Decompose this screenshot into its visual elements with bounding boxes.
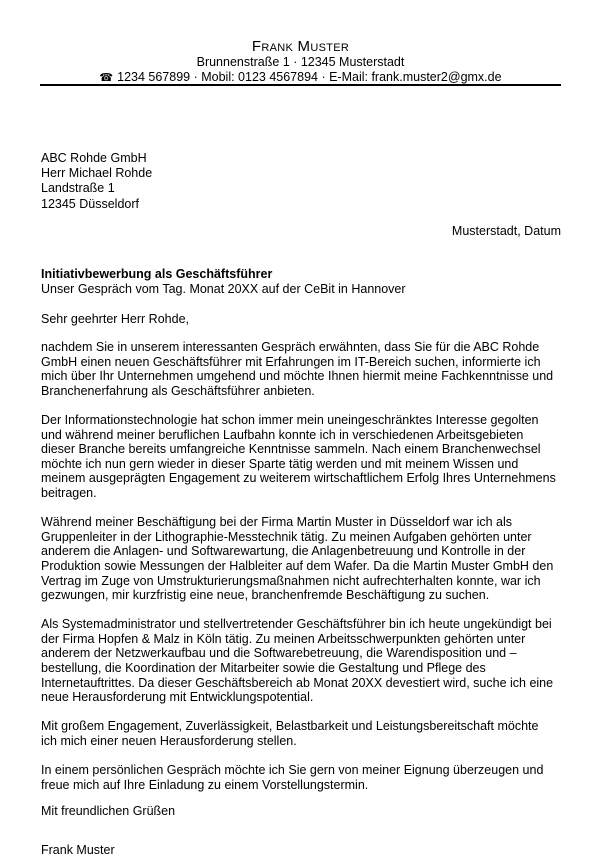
body-line: Als Systemadministrator und stellvertretender Geschäftsführer bin ich heute ungekündigt bei — [41, 617, 552, 632]
body-line: beitragen. — [41, 485, 97, 500]
recipient-street: Landstraße 1 — [41, 181, 115, 196]
letter-body — [41, 340, 563, 807]
body-paragraph — [41, 413, 563, 501]
subject-reference: Unser Gespräch vom Tag. Monat 20XX auf der CeBit in Hannover — [41, 282, 406, 297]
sender-address: Brunnenstraße 1 · 12345 Musterstadt — [196, 55, 405, 69]
closing: Mit freundlichen Grüßen — [41, 804, 176, 818]
body-line: und während meiner beruflichen Laufbahn konnte ich in verschiedenen Arbeitsgebieten — [41, 427, 524, 442]
body-line: meinem ausgeprägten Engagement zu weiterem wirtschaftlichem Erfolg Ihres Unternehmens — [41, 471, 556, 486]
sender-name: Frank Muster — [251, 38, 350, 55]
body-line: neue Herausforderung mit Entwicklungspotential. — [41, 690, 314, 705]
body-line: Der Informationstechnologie hat schon immer mein uneingeschränktes Interesse gegolten — [41, 412, 539, 427]
telephone-icon: ☎ — [99, 72, 114, 84]
recipient-person: Herr Michael Rohde — [41, 166, 153, 181]
body-line: dieser Branche bereits umfangreiche Kenntnisse sammeln. Nach einem Branchenwechsel — [41, 442, 541, 457]
body-paragraph — [41, 515, 563, 603]
body-line: anderem die Anlagen- und Softwarewartung, die Anlagenbetreuung und Kontrolle in der — [41, 544, 526, 559]
body-line: In einem persönlichen Gespräch möchte ich Sie gern von meiner Eignung überzeugen und — [41, 763, 544, 778]
sender-contact-text: 1234 567899 · Mobil: 0123 4567894 · E-Mail: frank.muster2@gmx.de — [117, 70, 502, 84]
body-line: Gruppenleiter in der Lithographie-Messtechnik tätig. Zu meinen Aufgaben gehörten unter — [41, 529, 532, 544]
body-line: ich mich einer neuen Herausforderung stellen. — [41, 734, 297, 749]
signature-name: Frank Muster — [41, 843, 115, 857]
subject-block — [41, 267, 406, 297]
body-line: möchte ich nun gern wieder in dieser Sparte tätig werden und mit meinem Wissen und — [41, 456, 519, 471]
salutation: Sehr geehrter Herr Rohde, — [41, 312, 189, 326]
body-paragraph — [41, 617, 563, 705]
body-line: GmbH einen neuen Geschäftsführer mit Erfahrungen im IT-Bereich suchen, informierte ich — [41, 354, 541, 369]
body-line: Mit großem Engagement, Zuverlässigkeit, Belastbarkeit und Leistungsbereitschaft möchte — [41, 719, 539, 734]
body-paragraph — [41, 719, 563, 748]
body-line: Produktion sowie Messungen der Halbleiter auf dem Wafer. Da die Martin Muster GmbH den — [41, 558, 554, 573]
body-paragraph — [41, 340, 563, 398]
recipient-address — [41, 151, 152, 212]
body-line: anderem der Netzwerkaufbau und die Softwarebetreuung, die Warendisposition und – — [41, 646, 517, 661]
letterhead-divider — [40, 84, 561, 86]
subject-title: Initiativbewerbung als Geschäftsführer — [41, 267, 273, 281]
body-line: der Firma Hopfen & Malz in Köln tätig. Zu meinen Arbeitsschwerpunkten gehörten unter — [41, 631, 526, 646]
recipient-city: 12345 Düsseldorf — [41, 196, 139, 211]
body-line: bestellung, die Koordination der Mitarbeiter sowie die Gestaltung und Pflege des — [41, 661, 486, 676]
body-line: nachdem Sie in unserem interessanten Gespräch erwähnten, dass Sie für die ABC Rohde — [41, 340, 540, 354]
body-line: Branchenerfahrung als Geschäftsführer anbieten. — [41, 383, 315, 398]
body-line: mich über Ihr Unternehmen umgehend und möchte Ihnen hiermit meine Fachkenntnisse und — [41, 369, 554, 384]
body-paragraph — [41, 763, 563, 792]
body-line: gezwungen, mir kurzfristig eine neue, branchenfremde Beschäftigung zu suchen. — [41, 588, 490, 603]
place-date: Musterstadt, Datum — [451, 224, 561, 238]
body-line: Vertrag im Zuge von Umstrukturierungsmaßnahmen nicht aufrechterhalten konnte, war ich — [41, 573, 541, 588]
body-line: Während meiner Beschäftigung bei der Firma Martin Muster in Düsseldorf war ich als — [41, 515, 513, 530]
body-line: freue mich auf Ihre Einladung zu einem Vorstellungstermin. — [41, 777, 369, 792]
recipient-company: ABC Rohde GmbH — [41, 151, 147, 165]
letterhead — [40, 38, 561, 86]
body-line: Internetauftrittes. Da dieser Geschäftsbereich ab Monat 20XX devestiert wird, suche ich eine — [41, 675, 554, 690]
